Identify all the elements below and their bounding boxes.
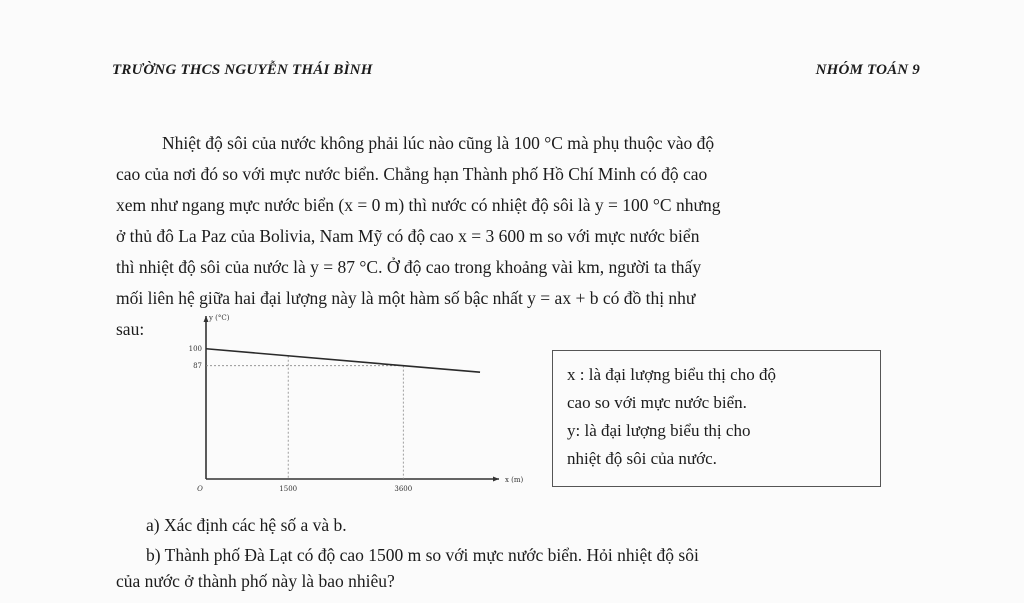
- origin-label: O: [197, 485, 203, 493]
- legend-line: cao so với mực nước biển.: [567, 393, 747, 412]
- legend-line: nhiệt độ sôi của nước.: [567, 449, 717, 468]
- y-axis-label: y (°C): [209, 314, 230, 322]
- legend-line: x : là đại lượng biểu thị cho độ: [567, 365, 776, 384]
- school-name: TRƯỜNG THCS NGUYỄN THÁI BÌNH: [112, 62, 373, 78]
- group-name: NHÓM TOÁN 9: [815, 62, 920, 78]
- paragraph-line: cao của nơi đó so với mực nước biển. Chẳng hạn Thành phố Hồ Chí Minh có độ cao: [116, 164, 708, 184]
- paragraph-line: mối liên hệ giữa hai đại lượng này là một hàm số bậc nhất y = ax + b có đồ thị như: [116, 288, 696, 308]
- series-line: [206, 349, 480, 372]
- paragraph-line: xem như ngang mực nước biển (x = 0 m) thì nước có nhiệt độ sôi là y = 100 °C nhưng: [116, 195, 721, 215]
- x-tick-label: 3600: [394, 485, 413, 493]
- paragraph-line: Nhiệt độ sôi của nước không phải lúc nào cũng là 100 °C mà phụ thuộc vào độ: [162, 133, 715, 153]
- problem-paragraph: [116, 128, 916, 345]
- y-tick-label: 100: [188, 345, 202, 354]
- y-axis-arrow: [204, 316, 209, 322]
- x-axis-arrow: [493, 477, 499, 482]
- variable-legend-box: [552, 350, 881, 487]
- paragraph-line: thì nhiệt độ sôi của nước là y = 87 °C. Ở độ cao trong khoảng vài km, người ta thấy: [116, 257, 702, 277]
- x-axis-label: x (m): [505, 476, 524, 484]
- paragraph-line: ở thủ đô La Paz của Bolivia, Nam Mỹ có độ cao x = 3 600 m so với mực nước biển: [116, 226, 700, 246]
- question-a: a) Xác định các hệ số a và b.: [146, 515, 347, 535]
- boiling-point-chart: [166, 314, 524, 499]
- question-b-line1: b) Thành phố Đà Lạt có độ cao 1500 m so với mực nước biển. Hỏi nhiệt độ sôi: [146, 545, 699, 565]
- legend-line: y: là đại lượng biểu thị cho: [567, 421, 751, 440]
- x-tick-label: 1500: [279, 485, 298, 493]
- question-b-line2: của nước ở thành phố này là bao nhiêu?: [116, 571, 395, 591]
- y-tick-label: 87: [193, 362, 202, 371]
- paragraph-line: sau:: [116, 319, 145, 339]
